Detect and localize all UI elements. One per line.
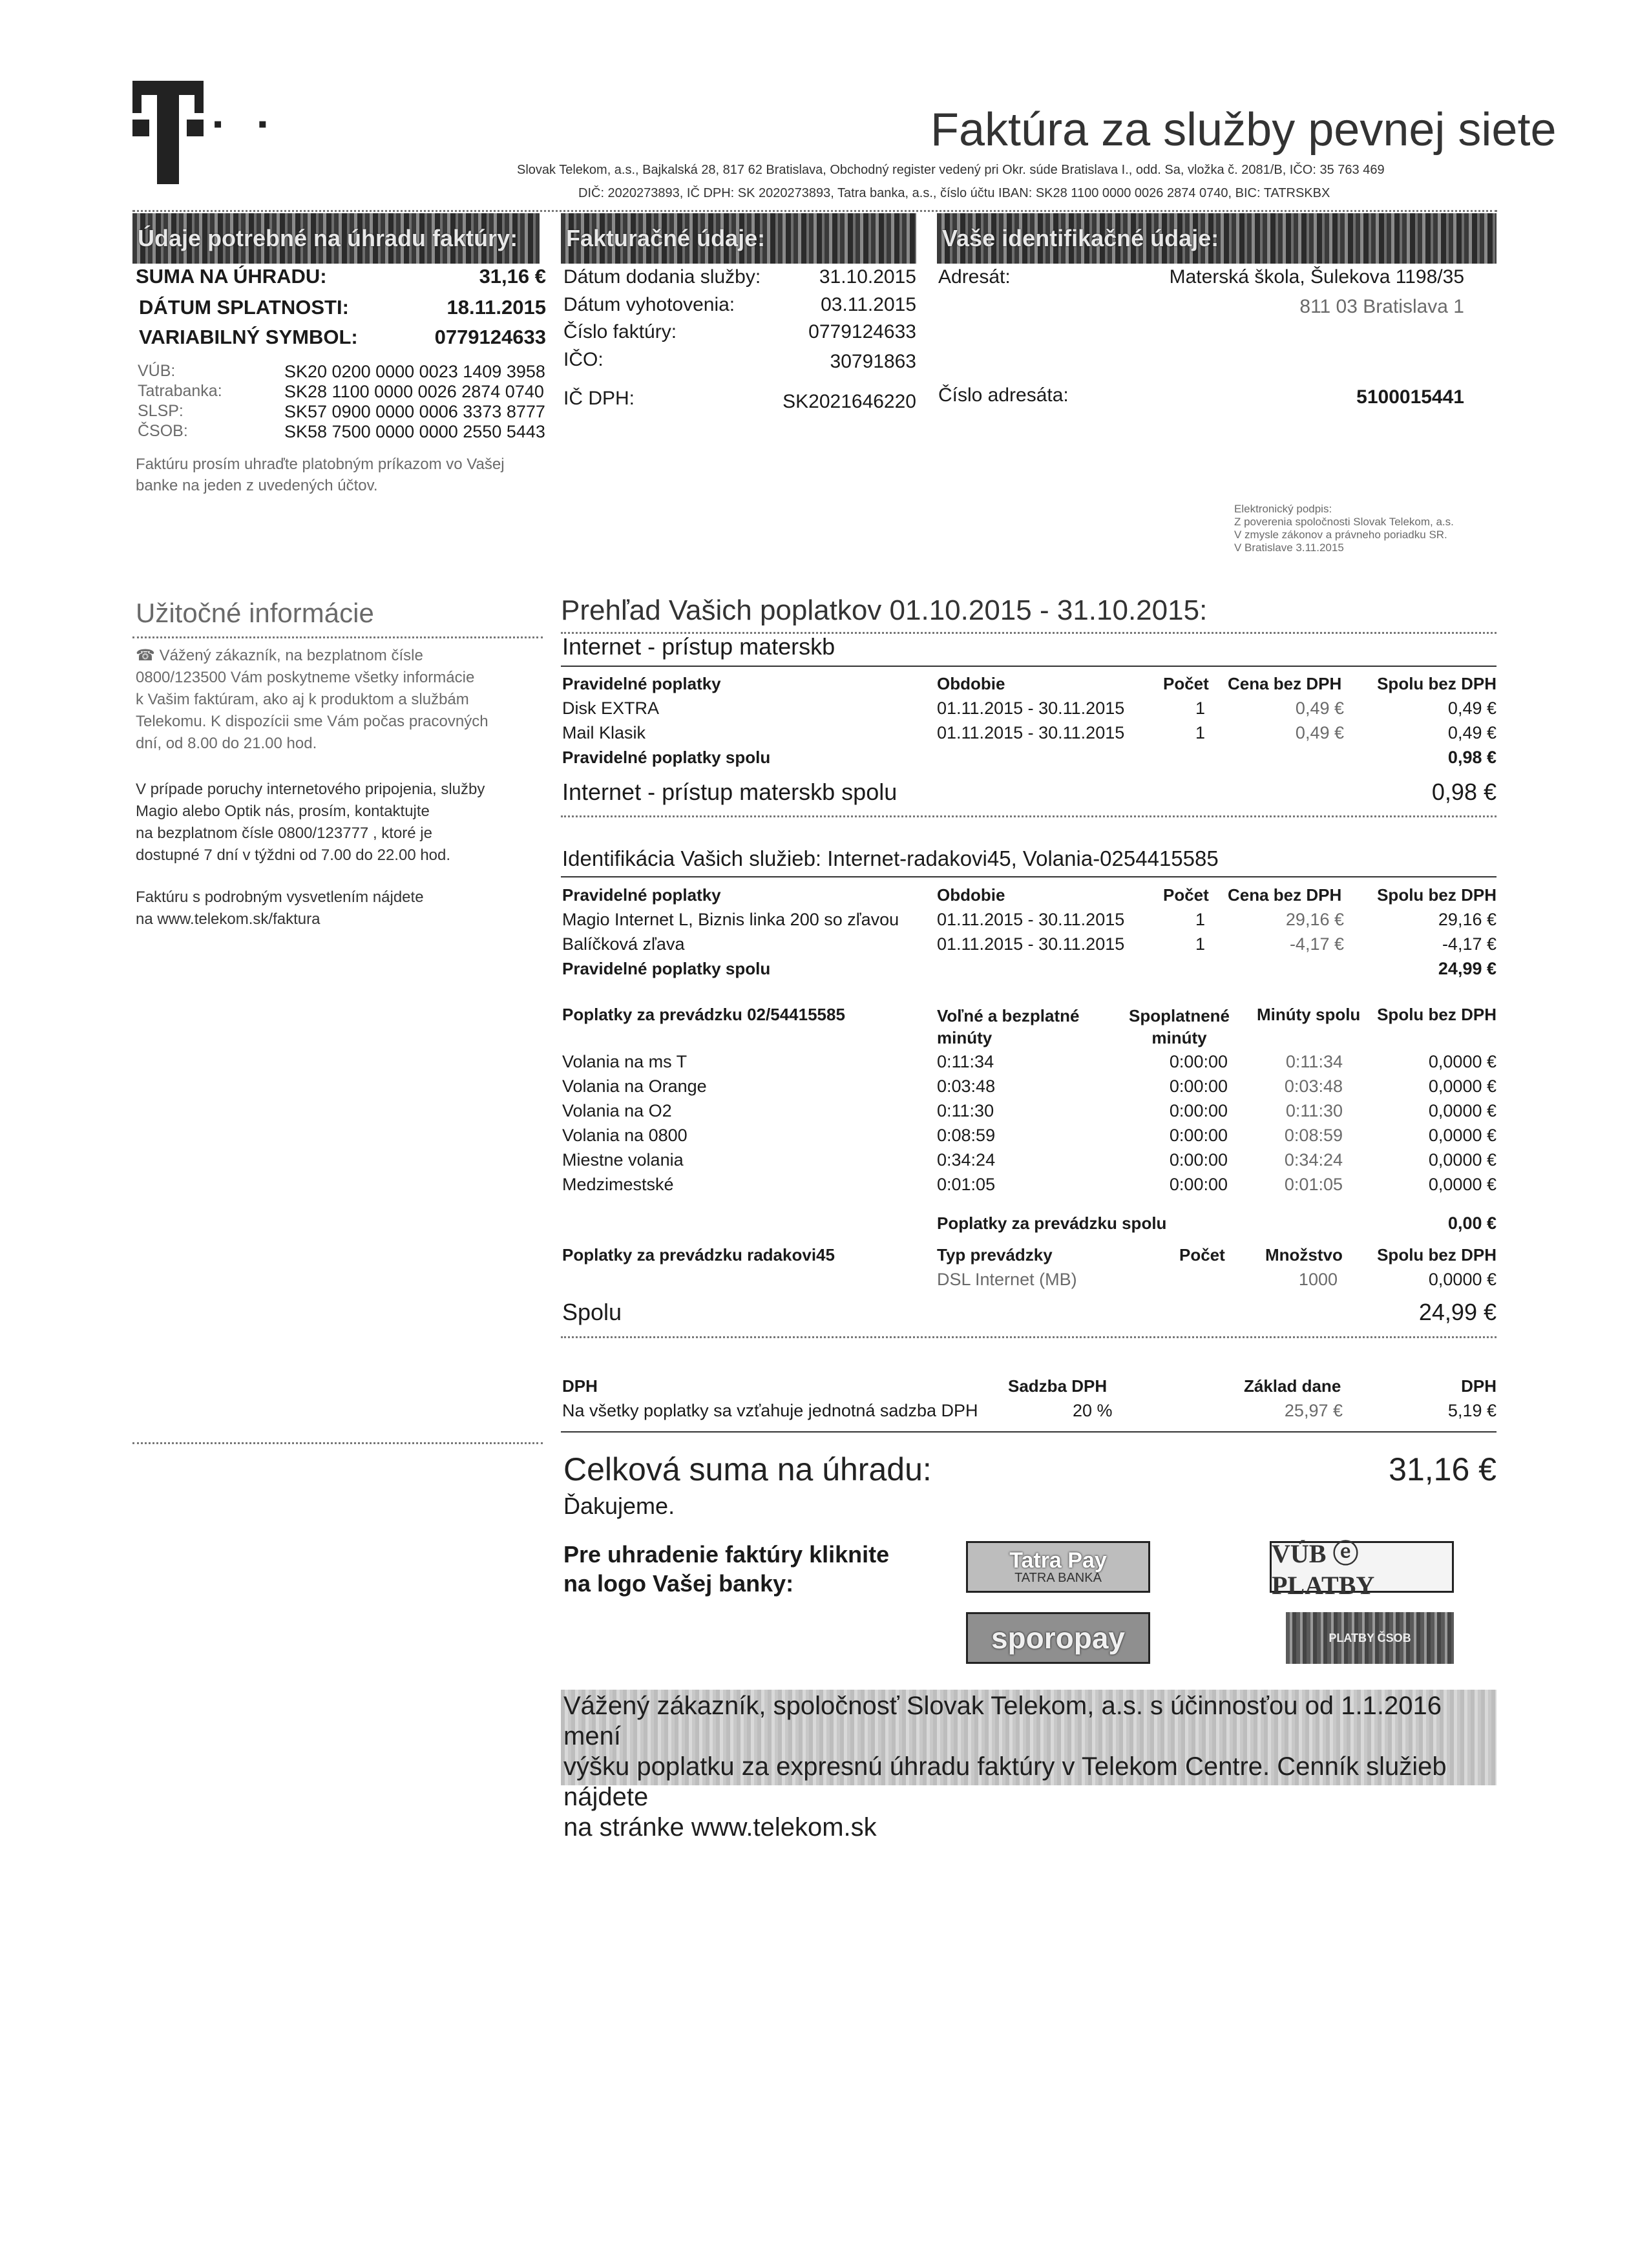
grand-total-value: 31,16 € <box>1389 1451 1497 1487</box>
calls-header: Spolu bez DPH <box>1377 1005 1497 1024</box>
data-header: Typ prevádzky <box>937 1245 1053 1265</box>
delivery-date-label: Dátum dodania služby: <box>563 266 761 288</box>
addressee-line1: Materská škola, Šulekova 1198/35 <box>1169 266 1464 288</box>
notice-banner <box>561 1690 1497 1842</box>
info-paragraph-3: Faktúru s podrobným vysvetlením nájdete na www.telekom.sk/faktura <box>136 888 424 928</box>
invoice-number-label: Číslo faktúry: <box>563 321 677 342</box>
section2-total-value: 24,99 € <box>1418 1299 1497 1325</box>
issue-date-value: 03.11.2015 <box>821 294 916 315</box>
payment-note: Faktúru prosím uhraďte platobným príkazom vo Vašej <box>136 456 505 473</box>
tatrapay-bank-label: TATRA BANKA <box>1014 1571 1102 1585</box>
useful-info-title: Užitočné informácie <box>136 598 374 628</box>
signature-line: V Bratislave 3.11.2015 <box>1234 541 1344 554</box>
useful-info-divider <box>132 636 543 638</box>
vub-label: VÚB ⓔ PLATBY <box>1272 1539 1375 1600</box>
addressee-number-label: Číslo adresáta: <box>938 384 1069 406</box>
pay-cta: na logo Vašej banky: <box>563 1570 794 1597</box>
identification-bar: Vaše identifikačné údaje: <box>937 213 1497 264</box>
bank-account: SK57 0900 0000 0006 3373 8777 <box>284 402 545 421</box>
due-date-value: 18.11.2015 <box>446 296 546 319</box>
data-header: Poplatky za prevádzku radakovi45 <box>562 1245 835 1265</box>
csob-payment-button[interactable] <box>1286 1612 1454 1664</box>
bank-name: Tatrabanka: <box>138 382 222 400</box>
info-paragraph-2: V prípade poruchy internetového pripojenia, služby Magio alebo Optik nás, prosím, kontaktujte na bezplatnom čísle 0800/123777 , ktoré je dostupné 7 dní v týždni od 7.00 do 22.00 hod. <box>136 781 485 864</box>
grand-total-label: Celková suma na úhradu: <box>563 1451 932 1487</box>
vat-note: Na všetky poplatky sa vzťahuje jednotná sadzba DPH <box>562 1401 978 1420</box>
pay-cta: Pre uhradenie faktúry kliknite <box>563 1541 890 1568</box>
addressee-line2: 811 03 Bratislava 1 <box>1299 296 1464 317</box>
col-header: Pravidelné poplatky <box>562 674 721 693</box>
col-header: Spolu bez DPH <box>1377 885 1497 905</box>
col-header: Cena bez DPH <box>1228 674 1342 693</box>
thanks-text: Ďakujeme. <box>563 1493 675 1519</box>
vat-rule <box>561 1431 1497 1433</box>
issue-date-label: Dátum vyhotovenia: <box>563 294 735 315</box>
vub-eplatby-button[interactable] <box>1270 1539 1454 1600</box>
col-header: Počet <box>1163 885 1209 905</box>
bank-name: VÚB: <box>138 362 176 380</box>
signature-line: V zmysle zákonov a právneho poriadku SR. <box>1234 529 1447 541</box>
data-header: Množstvo <box>1265 1245 1343 1265</box>
section1-total-label: Internet - prístup materskb spolu <box>562 779 898 805</box>
section2-total-label: Spolu <box>562 1299 622 1325</box>
calls-header: Minúty spolu <box>1257 1005 1361 1024</box>
company-info-line2: DIČ: 2020273893, IČ DPH: SK 2020273893, Tatra banka, a.s., číslo účtu IBAN: SK28 1100 0000 0026 2874 0740, BIC: TATRSKBX <box>578 186 1330 200</box>
section2-subtotal-label: Pravidelné poplatky spolu <box>562 959 771 978</box>
col-header: Obdobie <box>937 674 1005 693</box>
col-header: Pravidelné poplatky <box>562 885 721 905</box>
section2-subtotal-value: 24,99 € <box>1438 959 1497 978</box>
bank-name: SLSP: <box>138 402 184 420</box>
ic-dph-value: SK2021646220 <box>782 391 916 412</box>
section2-title: Identifikácia Vašich služieb: Internet-radakovi45, Volania-0254415585 <box>562 846 1219 870</box>
sum-label: SUMA NA ÚHRADU: <box>136 265 327 288</box>
invoice-number-value: 0779124633 <box>808 321 916 342</box>
vat-amount: 5,19 € <box>1447 1401 1497 1420</box>
col-header: Počet <box>1163 674 1209 693</box>
col-header: Cena bez DPH <box>1228 885 1342 905</box>
tatrapay-label: Tatra Pay <box>1009 1548 1107 1573</box>
vat-rate: 20 % <box>1073 1401 1113 1420</box>
vat-header: DPH <box>562 1376 598 1396</box>
calls-total-label: Poplatky za prevádzku spolu <box>937 1213 1167 1233</box>
info-paragraph-1: ☎ Vážený zákazník, na bezplatnom čísle 0800/123500 Vám poskytneme všetky informácie k Vašim faktúram, ako aj k produktom a službám Telekomu. K dispozícii sme Vám počas pracovných dní, od 8.00 do 21.00 hod. <box>136 647 488 752</box>
overview-title: Prehľad Vašich poplatkov 01.10.2015 - 31.10.2015: <box>561 594 1208 626</box>
bank-account: SK20 0200 0000 0023 1409 3958 <box>284 362 545 381</box>
bank-name: ČSOB: <box>138 422 188 440</box>
section1-divider <box>561 815 1497 817</box>
addressee-label: Adresát: <box>938 266 1011 288</box>
delivery-date-value: 31.10.2015 <box>819 266 916 288</box>
bank-account: SK28 1100 0000 0026 2874 0740 <box>284 382 544 401</box>
section1-total-value: 0,98 € <box>1431 779 1497 805</box>
col-header: Obdobie <box>937 885 1005 905</box>
section2-divider <box>561 1336 1497 1338</box>
addressee-number-value: 5100015441 <box>1356 386 1464 408</box>
section2-rule <box>561 876 1497 877</box>
bank-account: SK58 7500 0000 0000 2550 5443 <box>284 422 545 441</box>
data-header: Spolu bez DPH <box>1377 1245 1497 1265</box>
notice-line: na stránke www.telekom.sk <box>563 1813 877 1842</box>
col-header: Spolu bez DPH <box>1377 674 1497 693</box>
section1-rule <box>561 666 1497 667</box>
vat-base: 25,97 € <box>1284 1401 1343 1420</box>
due-date-label: DÁTUM SPLATNOSTI: <box>139 296 349 319</box>
signature-line: Z poverenia spoločnosti Slovak Telekom, a.s. <box>1234 516 1454 528</box>
notice-line: výšku poplatku za expresnú úhradu faktúry v Telekom Centre. Cenník služieb nájdete <box>563 1752 1447 1811</box>
calls-header: Poplatky za prevádzku 02/54415585 <box>562 1005 845 1024</box>
logo-dots: ▪ ▪ <box>213 110 282 138</box>
variable-symbol-label: VARIABILNÝ SYMBOL: <box>139 326 358 348</box>
calls-header: Spoplatnené minúty <box>1128 1006 1230 1047</box>
telekom-t-icon <box>132 81 204 184</box>
invoice-title: Faktúra za služby pevnej siete <box>930 104 1557 156</box>
ico-value: 30791863 <box>830 351 916 372</box>
left-column-divider <box>132 1442 543 1444</box>
tatrapay-button[interactable] <box>966 1541 1150 1593</box>
notice-line: Vážený zákazník, spoločnosť Slovak Telekom, a.s. s účinnosťou od 1.1.2016 mení <box>563 1692 1442 1750</box>
calls-total-value: 0,00 € <box>1447 1213 1497 1233</box>
ic-dph-label: IČ DPH: <box>563 388 635 409</box>
payment-note: banke na jeden z uvedených účtov. <box>136 477 378 494</box>
company-info-line1: Slovak Telekom, a.s., Bajkalská 28, 817 62 Bratislava, Obchodný register vedený pri Okr. súde Bratislava I., odd. Sa, vložka č. 2081/B, IČO: 35 763 469 <box>517 163 1385 177</box>
section1-subtotal-value: 0,98 € <box>1447 748 1497 767</box>
csob-label: PLATBY ČSOB <box>1329 1631 1411 1644</box>
data-header: Počet <box>1179 1245 1225 1265</box>
sporopay-button[interactable] <box>966 1612 1150 1664</box>
vat-header: Sadzba DPH <box>1008 1376 1108 1396</box>
header-divider <box>132 210 1497 212</box>
variable-symbol-value: 0779124633 <box>434 326 546 348</box>
vat-header: DPH <box>1461 1376 1497 1396</box>
sporopay-label: sporopay <box>991 1621 1126 1655</box>
sum-value: 31,16 € <box>479 265 546 288</box>
calls-header: Voľné a bezplatné minúty <box>937 1006 1080 1047</box>
section1-subtotal-label: Pravidelné poplatky spolu <box>562 748 771 767</box>
payment-data-bar: Údaje potrebné na úhradu faktúry: <box>132 213 540 264</box>
signature-line: Elektronický podpis: <box>1234 503 1332 515</box>
ico-label: IČO: <box>563 349 604 370</box>
invoice-data-bar: Fakturačné údaje: <box>561 213 916 264</box>
section1-title: Internet - prístup materskb <box>562 633 835 660</box>
vat-header: Základ dane <box>1244 1376 1341 1396</box>
